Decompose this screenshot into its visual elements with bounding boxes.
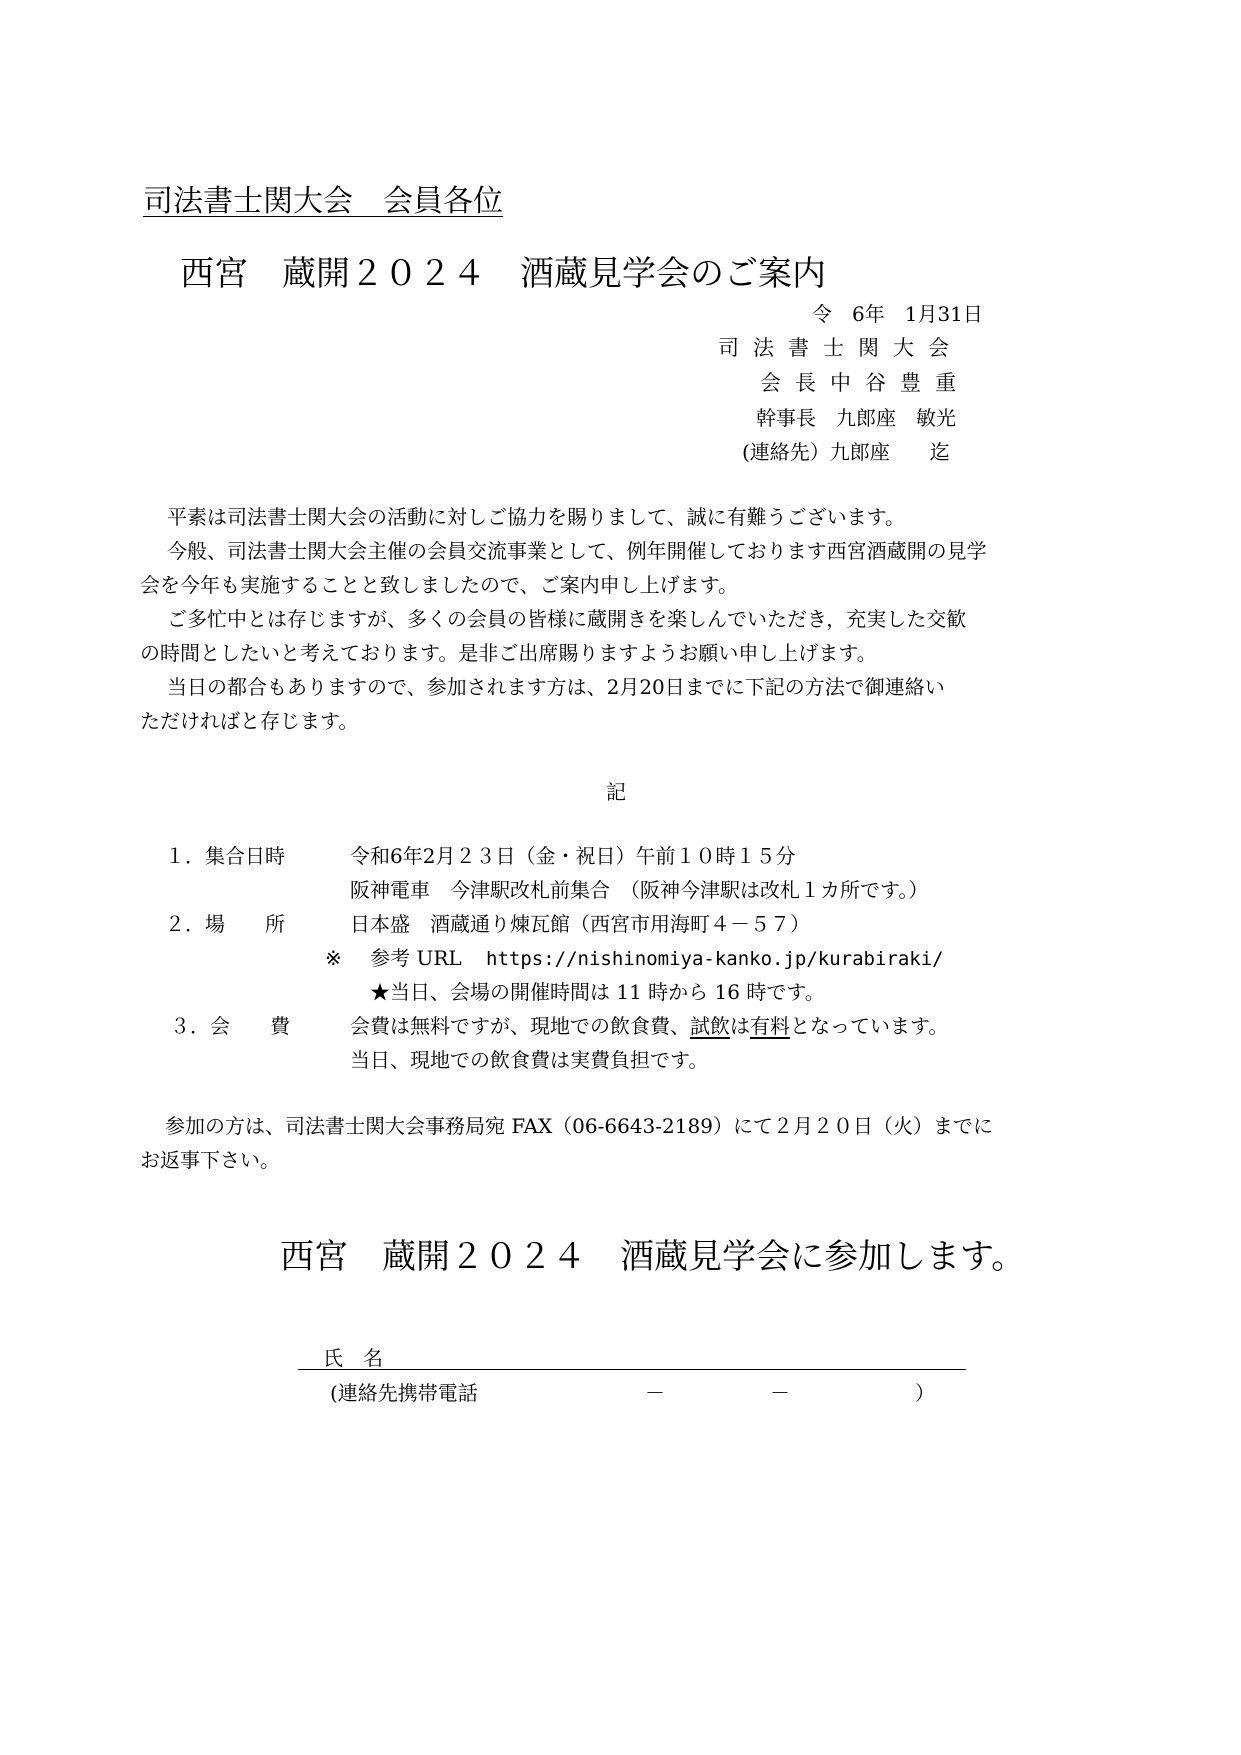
item2-reference: [325, 942, 944, 971]
body-line-7: ただければと存じます。: [140, 709, 359, 733]
phone-close-paren: ）: [915, 1381, 935, 1405]
name-input-line[interactable]: [298, 1369, 966, 1370]
phone-label: (連絡先携帯電話: [330, 1381, 478, 1405]
reference-url[interactable]: https://nishinomiya-kanko.jp/kurabiraki/: [486, 948, 944, 970]
reply-line-2: お返事下さい。: [140, 1148, 280, 1172]
page-title: 西宮 蔵開２０２４ 酒蔵見学会のご案内: [180, 254, 826, 294]
item3-label: ３．会 費: [170, 1014, 290, 1038]
sender-secretary: 幹事長 九郎座 敏光: [756, 406, 956, 430]
phone-dash-1: －: [645, 1381, 665, 1405]
ki-heading: 記: [606, 780, 626, 804]
item3-text-c: は: [730, 1014, 750, 1038]
sender-contact: (連絡先）九郎座 迄: [742, 440, 950, 464]
body-line-4: ご多忙中とは存じますが、多くの会員の皆様に蔵開きを楽しんでいただき，充実した交歓: [167, 607, 967, 631]
name-label: 氏 名: [323, 1346, 383, 1370]
item3-paid: 有料: [750, 1014, 790, 1038]
item1-line2: 阪神電車 今津駅改札前集合 （阪神今津駅は改札１カ所です。）: [350, 878, 929, 902]
body-line-5: の時間としたいと考えております。是非ご出席賜りますようお願い申し上げます。: [140, 641, 877, 665]
reply-title: 西宮 蔵開２０２４ 酒蔵見学会に参加します。: [280, 1237, 1026, 1277]
reference-url-label: 参考 URL: [370, 946, 462, 970]
item3-line1: [350, 1010, 948, 1039]
item3-line2: 当日、現地での飲食費は実費負担です。: [350, 1048, 709, 1072]
phone-dash-2: －: [770, 1381, 790, 1405]
body-line-2: 今般、司法書士関大会主催の会員交流事業として、例年開催しております西宮酒蔵開の見学: [167, 539, 987, 563]
item2-note: ★当日、会場の開催時間は 11 時から 16 時です。: [370, 980, 825, 1004]
item1-label: １．集合日時: [165, 844, 285, 868]
item2-label: ２．場 所: [165, 912, 285, 936]
item3-text-e: となっています。: [790, 1014, 949, 1038]
reference-mark: ※: [325, 946, 342, 970]
issue-date: 令 6年 1月31日: [812, 302, 983, 326]
sender-org: 司法書士関大会: [718, 336, 963, 360]
item1-line1: 令和6年2月２３日（金・祝日）午前１０時１５分: [350, 844, 796, 868]
item3-text-a: 会費は無料ですが、現地での飲食費、: [350, 1014, 690, 1038]
item3-tasting: 試飲: [690, 1014, 730, 1038]
reply-line-1: 参加の方は、司法書士関大会事務局宛 FAX（06-6643-2189）にて２月２０日（火）までに: [165, 1114, 993, 1138]
item2-line1: 日本盛 酒蔵通り煉瓦館（西宮市用海町４－５７）: [350, 912, 810, 936]
sender-president: 会長中谷豊重: [760, 371, 970, 395]
body-line-3: 会を今年も実施することと致しましたので、ご案内申し上げます。: [140, 573, 738, 597]
body-line-6: 当日の都合もありますので、参加されます方は、2月20日までに下記の方法で御連絡い: [167, 675, 945, 699]
body-line-1: 平素は司法書士関大会の活動に対しご協力を賜りまして、誠に有難うございます。: [167, 505, 905, 529]
addressee: 司法書士関大会 会員各位: [143, 184, 503, 219]
